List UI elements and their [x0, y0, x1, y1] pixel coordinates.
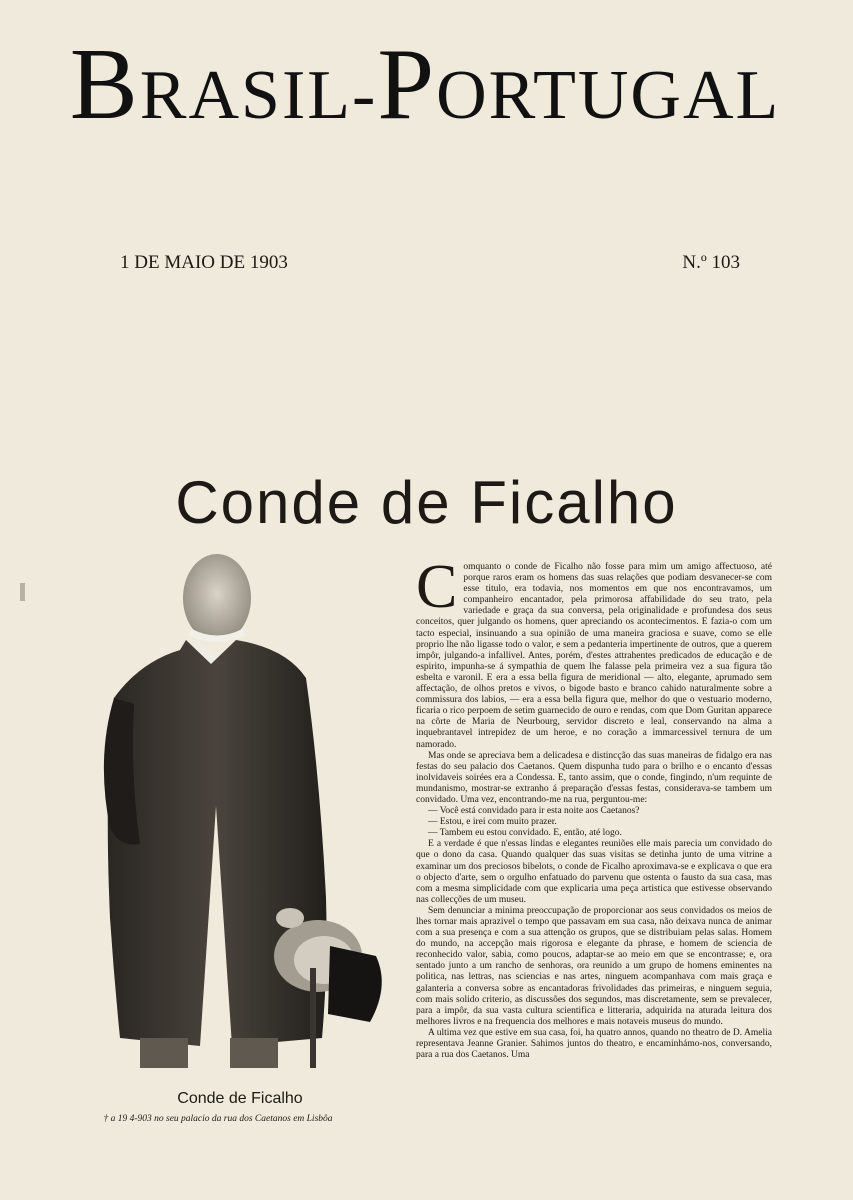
article-paragraph: Comquanto o conde de Ficalho não fosse para mim um amigo affectuoso, até porque raros eram os homens das suas relações que podiam desvanecer-se com esse titulo, era todavia, nos momentos em que nos encontravamos, um companheiro encantador, pela primorosa affabilidade do seu trato, pela variedade e graça da sua conversa, pela originalidade e profundesa dos seus conceitos, quer julgando os homens, quer apreciando os acontecimentos. E fazia-o com um tacto especial, insinuando a sua opinião de uma maneira graciosa e suave, como se elle proprio lhe não ligasse todo o valor, e sem a pedanteria impertinente de outros, que a querem impôr, julgando-a infallivel. Antes, porém, d'estes attrahentes predicados de educação e de espirito, impunha-se á sympathia de quem lhe falasse pela primeira vez a sua figura tão esbelta e varonil. E era a essa bella figura de meridional — alto, elegante, aprumado sem affectação, de olhos pretos e vivos, o bigode basto e branco cahido naturalmente sobre a commissura dos labios, — era a essa bella figura que, melhor do que o vestuario moderno, ficaria o rico perpoem de setim guarnecido de ouro e rendas, com que Dom Guritan apparece na côrte de Maria de Neurbourg, servidor discreto e leal, conservando na alma a inquebrantavel intrepidez de um heroe, e no coração a immarcessivel ternura de um namorado. [416, 562, 772, 750]
article-paragraph: A ultima vez que estive em sua casa, foi, ha quatro annos, quando no theatro de D. Amelia representava Jeanne Granier. Sahimos juntos do theatro, e encaminhámo-nos, conversando, para a rua dos Caetanos. Uma [416, 1027, 772, 1061]
issue-date: 1 DE MAIO DE 1903 [120, 252, 288, 273]
portrait-illustration [80, 548, 400, 1068]
article-paragraph: Mas onde se apreciava bem a delicadesa e distincção das suas maneiras de fidalgo era nas festas do seu palacio dos Caetanos. Quem dispunha tudo para o brilho e o encanto d'essas inolvidaveis soirées era a Condessa. E, tanto assim, que o conde, fingindo, n'um requinte de mundanismo, mostrar-se extranho á preparação d'essas festas, considerava-se tambem um convidado. Uma vez, encontrando-me na rua, perguntou-me: [416, 750, 772, 805]
article-dialogue: — Você está convidado para ir esta noite aos Caetanos? [428, 806, 640, 817]
portrait-photo [80, 548, 400, 1068]
drop-cap: C [416, 562, 458, 621]
article-body [416, 562, 772, 1142]
article-title: Conde de Ficalho [175, 468, 678, 536]
portrait-subcaption: † a 19 4-903 no seu palacio da rua dos Caetanos em Lisbôa [103, 1114, 333, 1124]
dateline [120, 252, 740, 274]
issue-number: N.º 103 [682, 252, 740, 273]
article-paragraph: E a verdade é que n'essas lindas e elegantes reuniões elle mais parecia um convidado do que o dono da casa. Quando qualquer das suas visitas se detinha junto de uma vitrine a examinar um dos preciosos bibelots, o conde de Ficalho aproximava-se e explicava o que era o objecto d'arte, sem o orgulho enfatuado do parvenu que ostenta o fausto da sua casa, mas com a mesma simplicidade com que explicaria uma peça artistica que estivesse observando nas collecções de um museu. [416, 839, 772, 905]
article-paragraph: Sem denunciar a minima preoccupação de proporcionar aos seus convidados os meios de lhes tornar mais aprazivel o tempo que passavam em sua casa, não deixava nunca de animar com a sua presença e com a sua attenção os grupos, que se distribuiam pelas salas. Homem do mundo, na accepção mais rigorosa e elegante da phrase, e homem de sciencia de reconhecido valor, sabia, como poucos, adaptar-se ao meio em que se encontrasse; e, ora sentado junto a um rancho de senhoras, ora reunido a um grupo de homens eminentes na politica, nas lettras, nas sciencias e nas artes, ninguem acompanhava com mais graça e galanteria a conversa sobre as encantadoras frivolidades das primeiras, e ninguem seguia, com mais solido criterio, as discussões dos segundos, mas discretamente, sem se prevalecer, para a impôr, da sua vasta cultura scientifica e litteraria, adquirida na aturada leitura dos melhores livros e na frequencia dos melhores e mais notaveis museus do mundo. [416, 905, 772, 1027]
paper-mark [20, 583, 25, 601]
masthead-title: BRASIL-PORTUGAL [69, 28, 781, 141]
portrait-caption: Conde de Ficalho [177, 1090, 303, 1107]
article-dialogue: — Tambem eu estou convidado. E, então, até logo. [428, 828, 622, 839]
article-dialogue: — Estou, e irei com muito prazer. [428, 817, 557, 828]
masthead [60, 28, 790, 144]
